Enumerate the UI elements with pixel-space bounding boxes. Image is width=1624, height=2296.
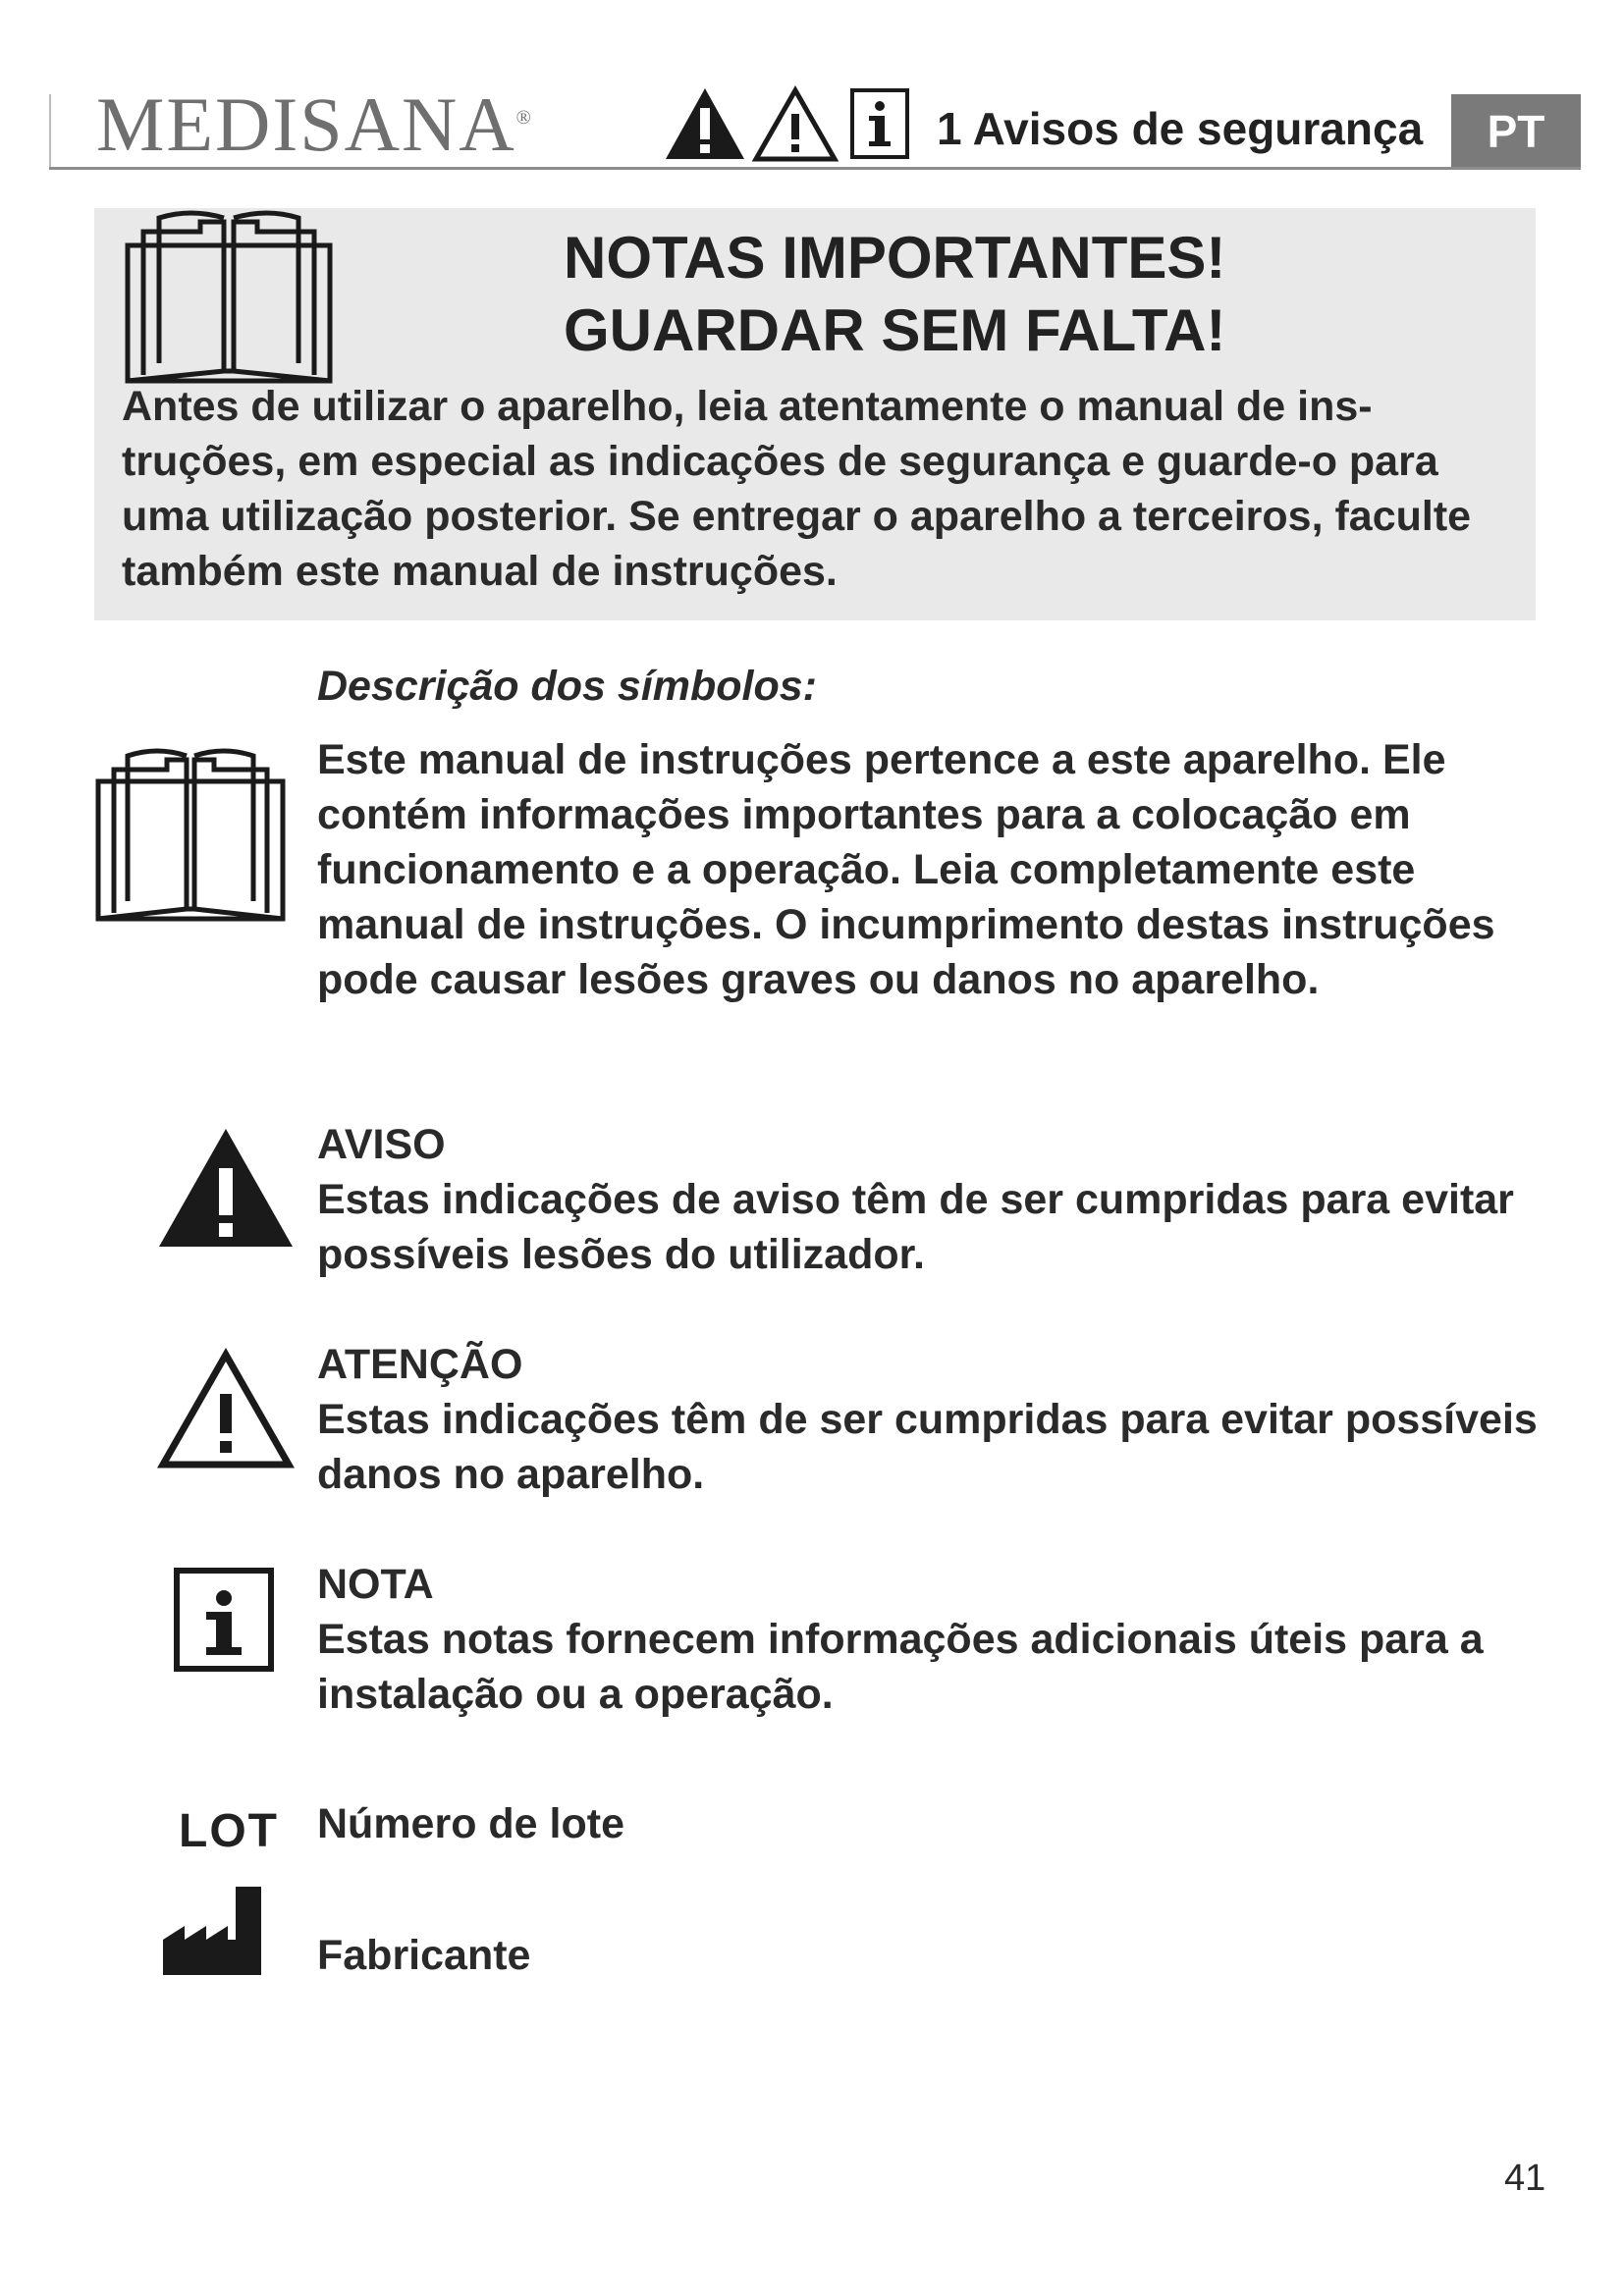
brand-logo: MEDISANA® xyxy=(96,81,533,167)
notes-title-line-1: NOTAS IMPORTANTES! xyxy=(564,225,1226,291)
header-divider-tick xyxy=(49,94,51,169)
notes-title xyxy=(564,222,1225,367)
caution-title: ATENÇÃO xyxy=(317,1341,523,1388)
header-icon-group xyxy=(662,82,913,165)
warning-title: AVISO xyxy=(317,1121,446,1168)
manufacturer-text: Fabricante xyxy=(317,1932,531,1979)
header-rule xyxy=(49,167,1581,170)
warning-filled-icon xyxy=(666,88,744,159)
manual-symbol-text: Este manual de instruções pertence a este aparelho. Ele contém informações importantes para a colocação em funcionamento e a operação. Leia completamente este manual de instruções. O incumprimento destas instruções pode causar lesões graves ou danos no aparelho. xyxy=(317,736,1495,1003)
manual-book-icon xyxy=(122,206,336,385)
page-number: 41 xyxy=(1504,2158,1546,2199)
symbols-heading: Descrição dos símbolos: xyxy=(317,663,817,710)
caution-outline-icon xyxy=(756,90,835,159)
warning-text: Estas indicações de aviso têm de ser cumpridas para evitar possíveis lesões do utilizador. xyxy=(317,1176,1514,1278)
note-title: NOTA xyxy=(317,1561,434,1608)
caution-symbol-block xyxy=(317,1337,1544,1502)
note-text: Estas notas fornecem informações adicionais úteis para a instalação ou a operação. xyxy=(317,1616,1484,1718)
info-icon xyxy=(173,1567,275,1673)
manual-book-icon xyxy=(94,746,287,923)
lot-symbol: LOT xyxy=(179,1805,279,1857)
info-icon xyxy=(852,90,907,157)
notes-text: Antes de utilizar o aparelho, leia atentamente o manual de ins-truções, em especial as indicações de segurança e guarde-o para uma utilização posterior. Se entregar o aparelho a terceiros, faculte também este manual de instruções. xyxy=(122,383,1472,595)
caution-text: Estas indicações têm de ser cumpridas para evitar possíveis danos no aparelho. xyxy=(317,1396,1538,1498)
factory-icon xyxy=(161,1883,263,1977)
notes-title-line-2: GUARDAR SEM FALTA! xyxy=(564,297,1226,363)
lot-text: Número de lote xyxy=(317,1800,624,1847)
section-title: 1 Avisos de segurança xyxy=(937,103,1424,154)
caution-outline-icon xyxy=(157,1347,295,1468)
warning-filled-icon xyxy=(157,1127,295,1249)
language-tab: PT xyxy=(1451,94,1581,169)
note-symbol-block xyxy=(317,1557,1544,1722)
warning-symbol-block xyxy=(317,1117,1544,1282)
